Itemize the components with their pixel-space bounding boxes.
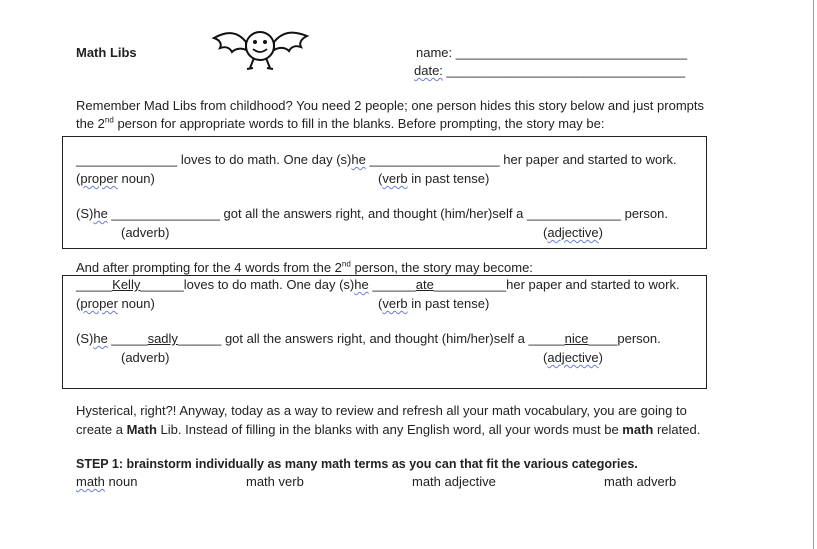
filled-line-1: _____Kelly______loves to do math. One day (s)he ______ate__________her paper and started to work. xyxy=(76,277,680,292)
label-adverb: (adverb) xyxy=(121,225,170,240)
category-math-noun: math noun xyxy=(76,474,138,489)
template-line-1: ______________ loves to do math. One day (s)he __________________ her paper and started to work. xyxy=(76,152,677,167)
intro-line-2: the 2nd person for appropriate words to fill in the blanks. Before prompting, the story may be: xyxy=(76,115,605,131)
page-title: Math Libs xyxy=(76,45,137,60)
category-math-adverb: math adverb xyxy=(604,474,677,489)
label-verb-past-2: (verb in past tense) xyxy=(378,296,490,311)
label-verb-past: (verb in past tense) xyxy=(378,171,490,186)
page-right-edge xyxy=(813,0,814,549)
bat-icon xyxy=(210,20,310,74)
category-math-verb: math verb xyxy=(246,474,304,489)
label-adjective: (adjective) xyxy=(543,225,603,240)
closing-line-1: Hysterical, right?! Anyway, today as a way to review and refresh all your math vocabulary, you are going to xyxy=(76,403,687,418)
intro-line-1: Remember Mad Libs from childhood? You need 2 people; one person hides this story below and just prompts xyxy=(76,98,704,113)
name-field[interactable] xyxy=(416,45,687,61)
date-field[interactable] xyxy=(414,63,685,79)
template-line-2: (S)he _______________ got all the answers right, and thought (him/her)self a _____________ person. xyxy=(76,206,668,221)
date-line: _________________________________ xyxy=(446,63,686,78)
label-proper-noun-2: (proper noun) xyxy=(76,296,155,311)
label-proper-noun: (proper noun) xyxy=(76,171,155,186)
name-label: name: xyxy=(416,45,453,60)
name-line: ________________________________ xyxy=(455,45,688,60)
step1-heading: STEP 1: brainstorm individually as many math terms as you can that fit the various categories. xyxy=(76,457,638,471)
label-adjective-2: (adjective) xyxy=(543,350,603,365)
filled-line-2: (S)he _____sadly______ got all the answers right, and thought (him/her)self a _____nice____person. xyxy=(76,331,661,346)
closing-line-2: create a Math Lib. Instead of filling in the blanks with any English word, all your words must be math related. xyxy=(76,422,701,437)
middle-line: And after prompting for the 4 words from the 2nd person, the story may become: xyxy=(76,259,533,275)
label-adverb-2: (adverb) xyxy=(121,350,170,365)
date-label: date: xyxy=(414,63,443,78)
category-math-adjective: math adjective xyxy=(412,474,496,489)
